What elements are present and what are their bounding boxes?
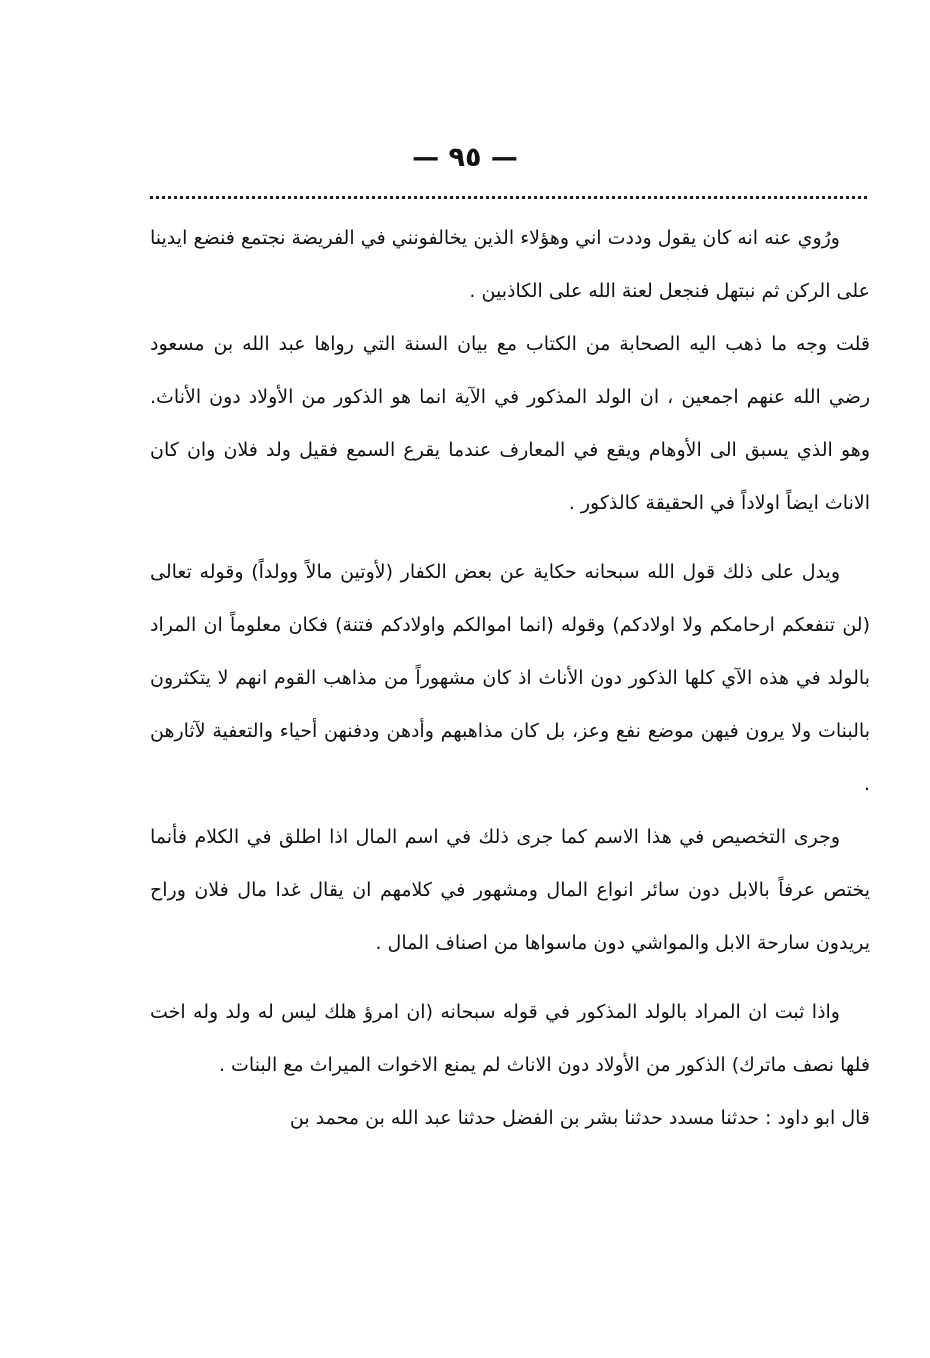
paragraph-5: واذا ثبت ان المراد بالولد المذكور في قوله سبحانه (ان امرؤ هلك ليس له ولد وله اخت فلها نصف ماترك) الذكور من الأولاد دون الاناث لم يمنع الاخوات الميراث مع البنات .	[150, 1001, 870, 1076]
paragraph-2: قلت وجه ما ذهب اليه الصحابة من الكتاب مع بيان السنة التي رواها عبد الله بن مسعود رضي الله عنهم اجمعين ، ان الولد المذكور في الآية انما هو الذكور من الأولاد دون الأناث. وهو الذي يسبق الى الأوهام ويقع في المعارف عندما يقرع السمع فقيل ولد فلان وان كان الاناث ايضاً اولاداً في الحقيقة كالذكور .	[150, 333, 870, 514]
paragraph-3: ويدل على ذلك قول الله سبحانه حكاية عن بعض الكفار (لأوتين مالاً وولداً) وقوله تعالى (لن تنفعكم ارحامكم ولا اولادكم) وقوله (انما اموالكم واولادكم فتنة) فكان معلوماً ان المراد بالولد في هذه الآي كلها الذكور دون الأناث اذ كان مشهوراً من مذاهب القوم انهم لا يتكثرون بالبنات ولا يرون فيهن موضع نفع وعز، بل كان مذاهبهم وأدهن ودفنهن أحياء والتعفية لآثارهن .	[150, 561, 870, 795]
paragraph-1: ورُوي عنه انه كان يقول وددت اني وهؤلاء الذين يخالفونني في الفريضة نجتمع فنضع ايدينا على الركن ثم نبتهل فنجعل لعنة الله على الكاذبين .	[150, 227, 870, 302]
paragraph-6: قال ابو داود : حدثنا مسدد حدثنا بشر بن الفضل حدثنا عبد الله بن محمد بن	[289, 1107, 870, 1129]
paragraph-4: وجرى التخصيص في هذا الاسم كما جرى ذلك في اسم المال اذا اطلق في الكلام فأنما يختص عرفاً بالابل دون سائر انواع المال ومشهور في كلامهم ان يقال غدا مال فلان وراح يريدون سارحة الابل والمواشي دون ماسواها من اصناف المال .	[150, 826, 870, 954]
header-divider	[150, 196, 867, 199]
page-body	[150, 212, 870, 1145]
page-number: — ٩٥ —	[412, 142, 518, 173]
